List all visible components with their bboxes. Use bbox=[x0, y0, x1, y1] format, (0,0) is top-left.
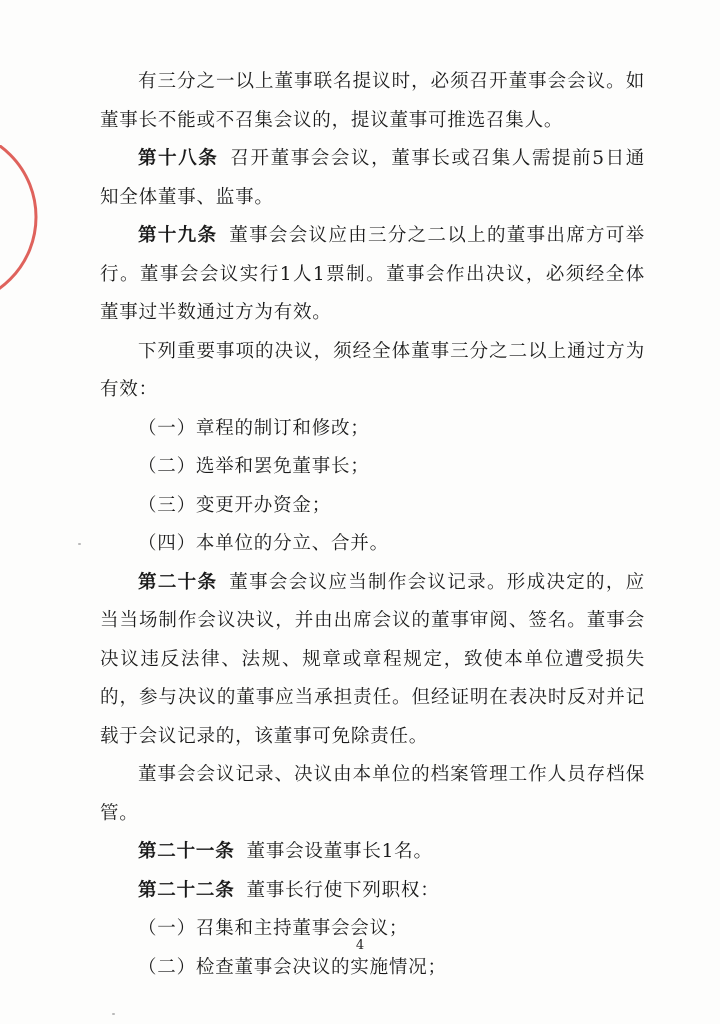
list-item: （二）检查董事会决议的实施情况； bbox=[138, 956, 447, 978]
paragraph-text: 有三分之一以上董事联名提议时，必须召开董事会会议。如董事长不能或不召集会议的，提议董事可推选召集人。 bbox=[100, 71, 645, 131]
list-item: （三）变更开办资金； bbox=[138, 494, 332, 516]
article-text: 董事长行使下列职权： bbox=[246, 879, 440, 901]
paragraph-text: 董事会会议记录、决议由本单位的档案管理工作人员存档保管。 bbox=[100, 764, 645, 824]
official-seal bbox=[0, 145, 48, 290]
article-title: 第二十条 bbox=[138, 571, 218, 593]
article-21 bbox=[100, 833, 645, 872]
paragraph-archive bbox=[100, 756, 645, 833]
scan-speck bbox=[112, 1013, 115, 1015]
article-title: 第十八条 bbox=[138, 148, 219, 169]
article-text: 董事会会议应当制作会议记录。形成决定的，应当当场制作会议决议，并由出席会议的董事审阅、签名。董事会决议违反法律、法规、规章或章程规定，致使本单位遭受损失的，参与决议的董事应当承担责任。但经证明在表决时反对并记载于会议记录的，该董事可免除责任。 bbox=[100, 571, 645, 747]
article-20 bbox=[100, 564, 645, 757]
paragraph-convene-condition bbox=[100, 63, 645, 140]
page-number: 4 bbox=[355, 938, 365, 953]
list-item: （一）章程的制订和修改； bbox=[138, 417, 370, 439]
article-title: 第二十二条 bbox=[138, 879, 235, 901]
article-title: 第二十一条 bbox=[138, 841, 235, 862]
paragraph-text: 下列重要事项的决议，须经全体董事三分之二以上通过方为有效： bbox=[100, 340, 645, 400]
list-item: （二）选举和罢免董事长； bbox=[138, 456, 370, 477]
article-text: 董事会设董事长1名。 bbox=[246, 841, 433, 862]
article-19 bbox=[100, 217, 645, 333]
list-item: （四）本单位的分立、合并。 bbox=[138, 533, 389, 554]
article-text: 召开董事会会议，董事长或召集人需提前5日通知全体董事、监事。 bbox=[100, 148, 645, 208]
article-22 bbox=[100, 872, 645, 911]
article-text: 董事会会议应由三分之二以上的董事出席方可举行。董事会会议实行1人1票制。董事会作出决议，必须经全体董事过半数通过方为有效。 bbox=[100, 225, 645, 323]
list-item: （一）召集和主持董事会会议； bbox=[138, 918, 409, 939]
paragraph-important-matters bbox=[100, 333, 645, 410]
document-body bbox=[100, 63, 645, 987]
article-18 bbox=[100, 140, 645, 217]
article-title: 第十九条 bbox=[138, 225, 218, 246]
scan-speck bbox=[78, 543, 81, 545]
